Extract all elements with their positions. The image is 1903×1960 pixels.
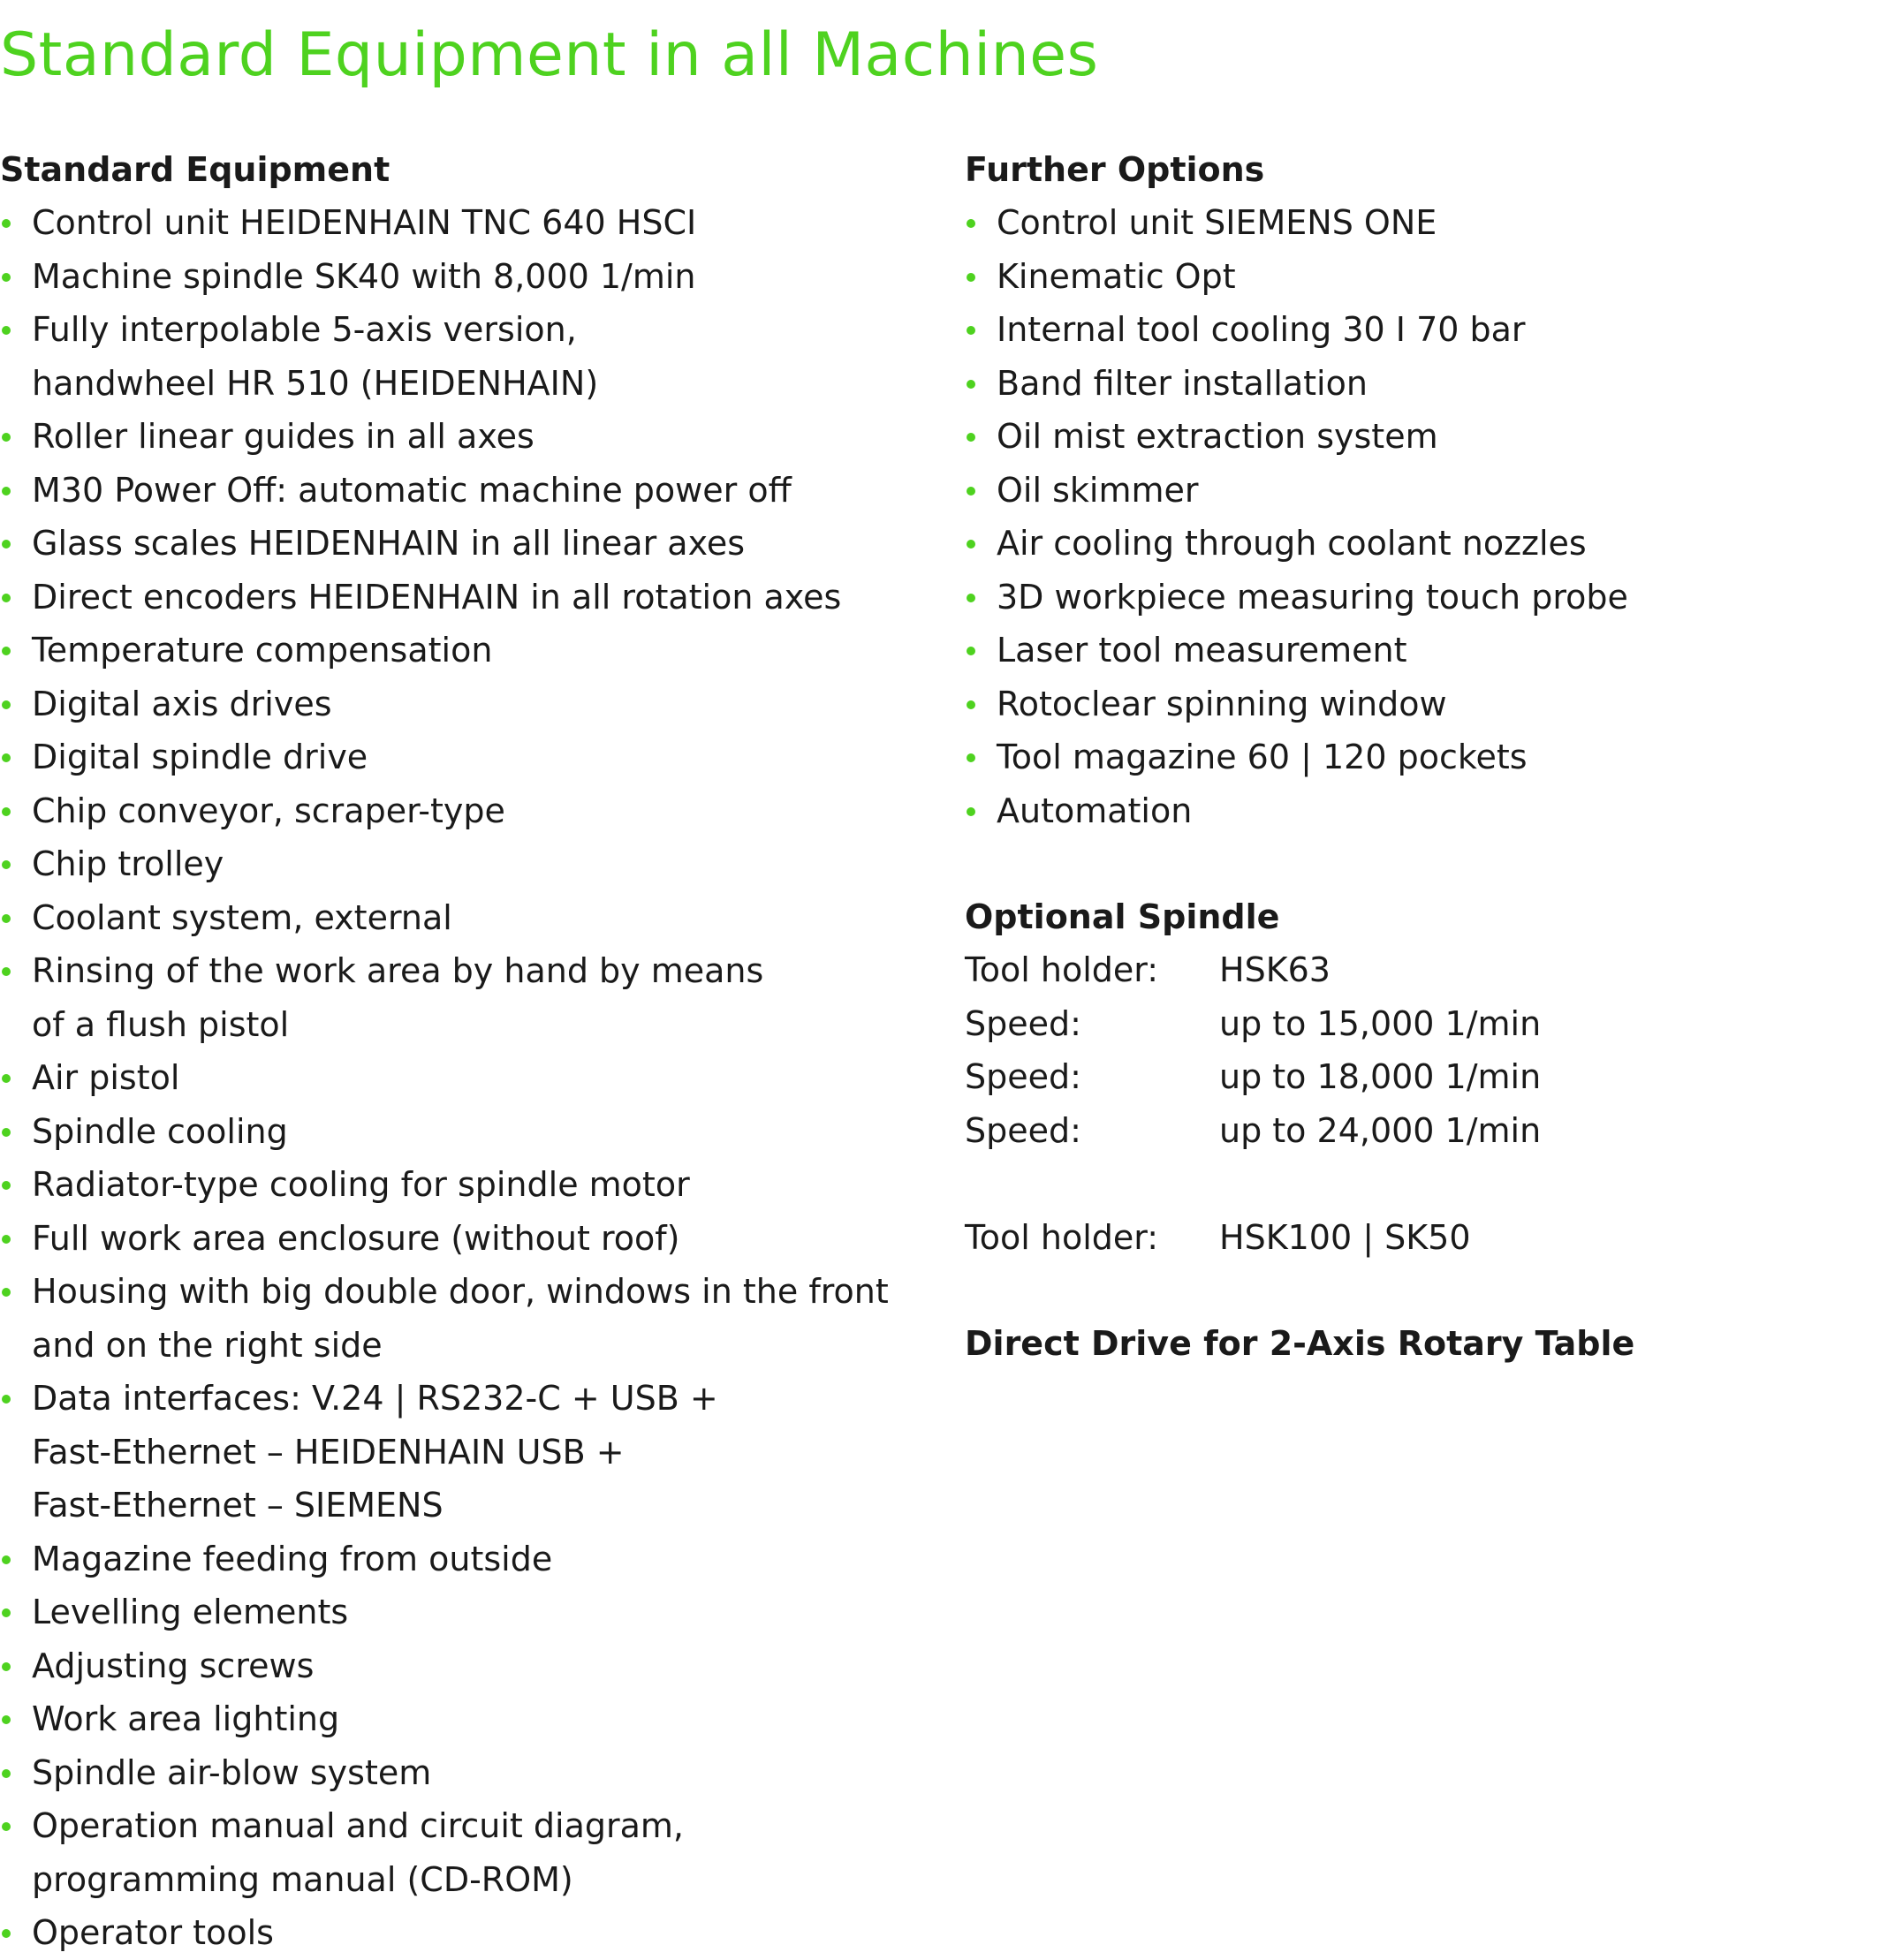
list-item xyxy=(965,517,1884,571)
bullet-icon xyxy=(2,1929,11,1938)
list-item-text: Housing with big double door, windows in the front xyxy=(32,1272,889,1311)
bullet-icon xyxy=(2,807,11,816)
list-item xyxy=(0,677,936,731)
list-item-text: Adjusting screws xyxy=(32,1646,315,1685)
spec-label: Speed: xyxy=(965,1057,1081,1096)
further-options-heading: Further Options xyxy=(965,150,1265,189)
list-item-text: Data interfaces: V.24 | RS232-C + USB + xyxy=(32,1379,718,1418)
spec-value: HSK63 xyxy=(1219,950,1331,989)
standard-equipment-heading: Standard Equipment xyxy=(0,150,390,189)
list-item xyxy=(965,357,1884,411)
list-item-text: Glass scales HEIDENHAIN in all linear axes xyxy=(32,524,746,563)
bullet-icon xyxy=(2,594,11,602)
list-item-text: Rotoclear spinning window xyxy=(997,684,1447,723)
list-item-text: Digital spindle drive xyxy=(32,738,368,776)
list-item-text: Machine spindle SK40 with 8,000 1/min xyxy=(32,256,696,296)
bullet-icon xyxy=(2,1769,11,1778)
bullet-icon xyxy=(2,1181,11,1190)
list-item xyxy=(0,1372,936,1532)
list-item-text: Radiator-type cooling for spindle motor xyxy=(32,1165,690,1204)
list-item xyxy=(965,303,1884,357)
list-item-text: Coolant system, external xyxy=(32,897,452,937)
list-item xyxy=(0,1212,936,1266)
list-item xyxy=(965,571,1884,624)
bullet-icon xyxy=(2,967,11,976)
bullet-icon xyxy=(967,700,975,709)
spec-row xyxy=(965,1211,1884,1265)
list-item xyxy=(0,1799,936,1906)
further-options-list xyxy=(965,196,1884,837)
list-item-text: Tool magazine 60 | 120 pockets xyxy=(997,738,1528,776)
list-item-text: Spindle air-blow system xyxy=(32,1752,432,1792)
spec-label: Tool holder: xyxy=(965,1217,1159,1257)
bullet-icon xyxy=(2,647,11,655)
bullet-icon xyxy=(967,219,975,228)
list-item xyxy=(0,1639,936,1693)
list-item xyxy=(0,1906,936,1960)
spec-label: Tool holder: xyxy=(965,950,1159,989)
list-item-text: Magazine feeding from outside xyxy=(32,1539,553,1578)
list-item xyxy=(0,837,936,891)
bullet-icon xyxy=(2,1662,11,1671)
spec-row xyxy=(965,1050,1884,1104)
list-item-text: Chip conveyor, scraper-type xyxy=(32,791,505,830)
list-item-text: Digital axis drives xyxy=(32,684,332,723)
bullet-icon xyxy=(2,273,11,282)
bullet-icon xyxy=(2,540,11,549)
page-title: Standard Equipment in all Machines xyxy=(0,20,1099,90)
spec-value: HSK100 | SK50 xyxy=(1219,1217,1471,1257)
bullet-icon xyxy=(2,219,11,228)
list-item-text: Kinematic Opt xyxy=(997,256,1236,296)
list-item-text: and on the right side xyxy=(32,1325,383,1365)
bullet-icon xyxy=(2,1235,11,1244)
list-item xyxy=(0,410,936,464)
direct-drive-heading: Direct Drive for 2-Axis Rotary Table xyxy=(965,1324,1635,1363)
bullet-icon xyxy=(2,433,11,442)
bullet-icon xyxy=(2,1128,11,1137)
list-item xyxy=(0,1585,936,1639)
list-item xyxy=(0,1051,936,1105)
standard-equipment-column xyxy=(0,143,936,1960)
list-item-text: Roller linear guides in all axes xyxy=(32,417,535,456)
bullet-icon xyxy=(967,433,975,442)
list-item xyxy=(0,303,936,410)
list-item xyxy=(0,1105,936,1159)
list-item xyxy=(0,624,936,677)
list-item-text: Air pistol xyxy=(32,1058,180,1097)
list-item xyxy=(0,571,936,624)
bullet-icon xyxy=(2,914,11,923)
list-item-text: Operator tools xyxy=(32,1913,274,1952)
list-item xyxy=(0,891,936,945)
spacer xyxy=(965,1157,1884,1211)
spec-value: up to 24,000 1/min xyxy=(1219,1110,1542,1150)
options-column xyxy=(965,143,1884,1370)
standard-equipment-list xyxy=(0,196,936,1960)
list-item-text: Chip trolley xyxy=(32,844,224,883)
list-item-text: Automation xyxy=(997,791,1193,830)
list-item-text: Levelling elements xyxy=(32,1593,349,1631)
spec-row xyxy=(965,997,1884,1051)
list-item xyxy=(965,624,1884,677)
list-item xyxy=(0,464,936,518)
list-item-text: Control unit HEIDENHAIN TNC 640 HSCI xyxy=(32,203,697,242)
list-item-text: Rinsing of the work area by hand by means xyxy=(32,951,764,990)
list-item-text: Control unit SIEMENS ONE xyxy=(997,203,1437,242)
list-item xyxy=(965,196,1884,250)
list-item xyxy=(0,944,936,1051)
list-item-text: Operation manual and circuit diagram, xyxy=(32,1806,684,1845)
bullet-icon xyxy=(967,273,975,282)
spec-row xyxy=(965,1104,1884,1158)
list-item-text: Oil skimmer xyxy=(997,470,1199,510)
list-item-text: Fast-Ethernet – SIEMENS xyxy=(32,1486,444,1525)
bullet-icon xyxy=(967,807,975,816)
bullet-icon xyxy=(2,1555,11,1564)
list-item xyxy=(0,1265,936,1372)
spec-value: up to 18,000 1/min xyxy=(1219,1057,1542,1096)
list-item xyxy=(0,1692,936,1746)
bullet-icon xyxy=(2,1715,11,1724)
list-item xyxy=(965,730,1884,784)
bullet-icon xyxy=(967,326,975,335)
spec-row xyxy=(965,943,1884,997)
list-item-text: 3D workpiece measuring touch probe xyxy=(997,577,1628,617)
list-item xyxy=(0,1532,936,1586)
list-item xyxy=(965,677,1884,731)
optional-spindle-heading: Optional Spindle xyxy=(965,897,1280,936)
bullet-icon xyxy=(2,753,11,762)
list-item-text: Spindle cooling xyxy=(32,1111,288,1151)
list-item-text: Work area lighting xyxy=(32,1699,340,1738)
list-item xyxy=(965,464,1884,518)
list-item-text: Internal tool cooling 30 I 70 bar xyxy=(997,310,1526,349)
list-item-text: Fully interpolable 5-axis version, xyxy=(32,310,577,349)
list-item-text: Fast-Ethernet – HEIDENHAIN USB + xyxy=(32,1432,625,1472)
optional-spindle-specs xyxy=(965,943,1884,1157)
list-item xyxy=(965,250,1884,304)
list-item xyxy=(0,730,936,784)
bullet-icon xyxy=(967,540,975,549)
list-item-text: Direct encoders HEIDENHAIN in all rotation axes xyxy=(32,577,842,617)
bullet-icon xyxy=(967,380,975,389)
list-item xyxy=(0,784,936,838)
list-item xyxy=(965,784,1884,838)
bullet-icon xyxy=(967,487,975,496)
list-item xyxy=(0,196,936,250)
spec-label: Speed: xyxy=(965,1110,1081,1150)
list-item-text: Oil mist extraction system xyxy=(997,417,1438,456)
list-item-text: programming manual (CD-ROM) xyxy=(32,1859,573,1899)
bullet-icon xyxy=(2,1608,11,1617)
bullet-icon xyxy=(2,700,11,709)
bullet-icon xyxy=(967,594,975,602)
list-item xyxy=(0,1158,936,1212)
list-item-text: M30 Power Off: automatic machine power off xyxy=(32,470,792,510)
list-item-text: Full work area enclosure (without roof) xyxy=(32,1218,680,1258)
spacer xyxy=(965,1264,1884,1317)
optional-spindle-specs-alt xyxy=(965,1211,1884,1265)
list-item-text: Temperature compensation xyxy=(32,631,493,670)
list-item xyxy=(0,250,936,304)
spec-label: Speed: xyxy=(965,1003,1081,1043)
bullet-icon xyxy=(2,860,11,869)
list-item-text: handwheel HR 510 (HEIDENHAIN) xyxy=(32,363,599,403)
list-item-text: Laser tool measurement xyxy=(997,631,1407,670)
spec-value: up to 15,000 1/min xyxy=(1219,1003,1542,1043)
bullet-icon xyxy=(2,1822,11,1831)
bullet-icon xyxy=(2,1395,11,1404)
bullet-icon xyxy=(967,753,975,762)
bullet-icon xyxy=(967,647,975,655)
list-item-text: Band filter installation xyxy=(997,363,1368,403)
bullet-icon xyxy=(2,326,11,335)
bullet-icon xyxy=(2,1074,11,1083)
list-item-text: of a flush pistol xyxy=(32,1004,290,1044)
spacer xyxy=(965,837,1884,890)
list-item xyxy=(0,1746,936,1800)
list-item xyxy=(0,517,936,571)
bullet-icon xyxy=(2,1288,11,1297)
list-item xyxy=(965,410,1884,464)
bullet-icon xyxy=(2,487,11,496)
list-item-text: Air cooling through coolant nozzles xyxy=(997,524,1587,563)
